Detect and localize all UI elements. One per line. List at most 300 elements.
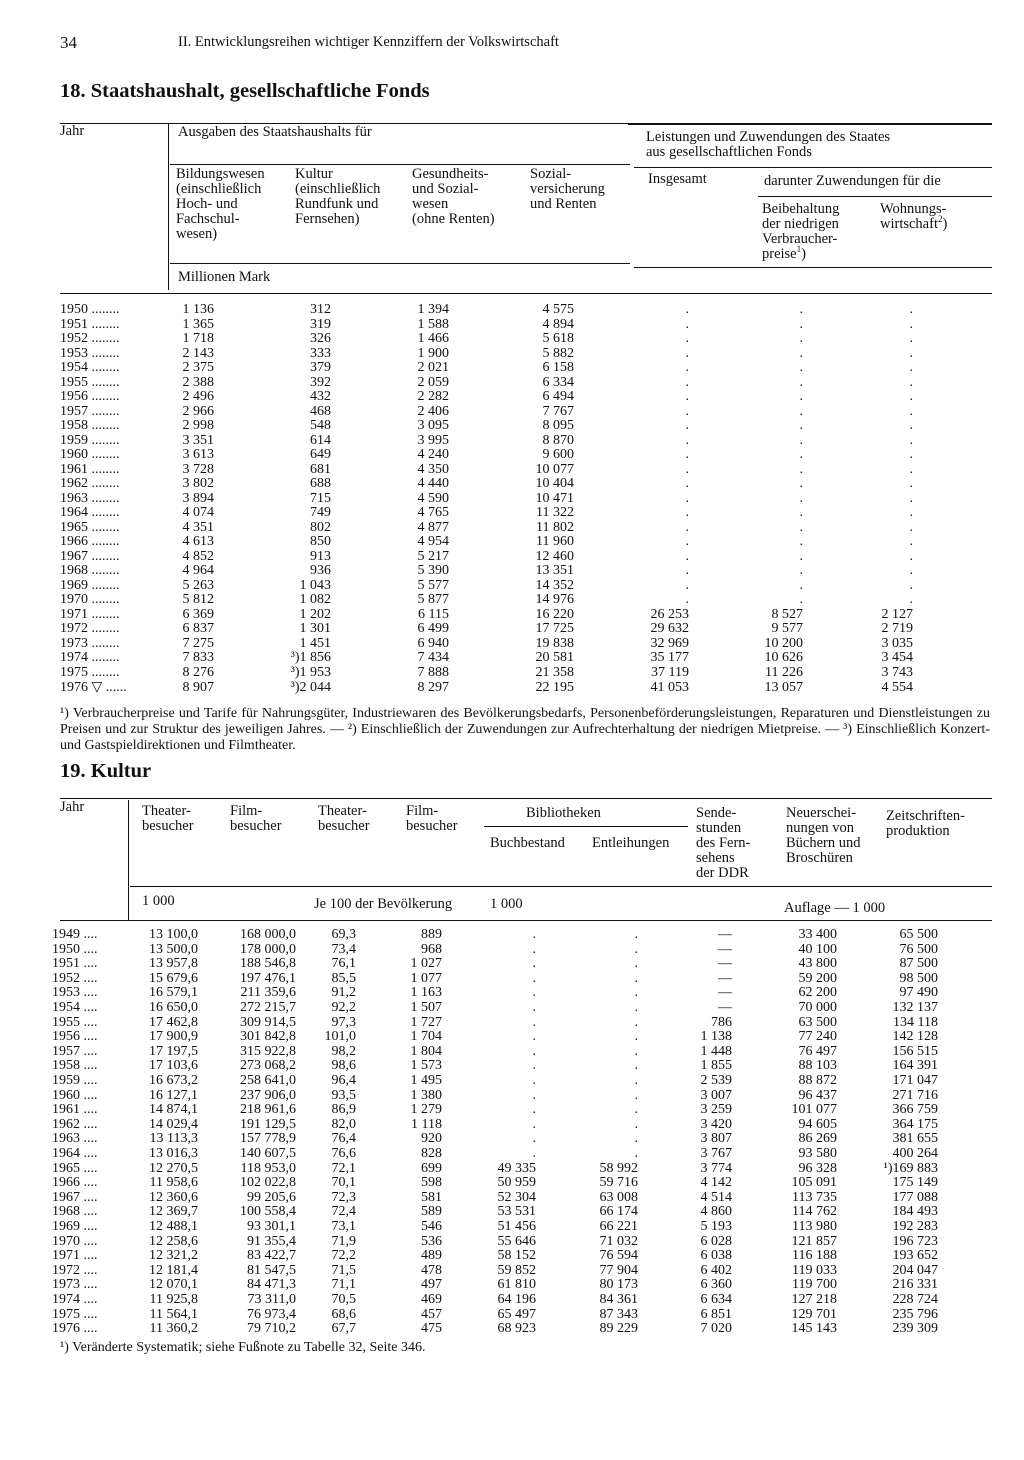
- row-year: 1965 ........: [60, 519, 120, 535]
- table-cell: 65 497: [497, 1306, 536, 1322]
- table-cell: 72,2: [331, 1248, 356, 1264]
- table-cell: 2 282: [417, 389, 449, 405]
- t19-col-entleihungen: Entleihungen: [592, 835, 670, 851]
- table-cell: 1 202: [299, 606, 331, 622]
- table-cell: 73,4: [331, 941, 356, 957]
- table-cell: 4 142: [700, 1175, 732, 1191]
- table-cell: 1 365: [182, 316, 214, 332]
- table-cell: 3 995: [417, 432, 449, 448]
- table-cell: .: [634, 970, 638, 986]
- table-cell: .: [909, 447, 913, 463]
- table-cell: 239 309: [892, 1321, 938, 1337]
- row-year: 1968 ....: [52, 1204, 98, 1220]
- table-cell: 6 158: [542, 360, 574, 376]
- table-cell: 2 143: [182, 345, 214, 361]
- table-cell: .: [685, 461, 689, 477]
- table-cell: .: [685, 374, 689, 390]
- table-cell: 81 547,5: [247, 1262, 296, 1278]
- table-cell: —: [718, 970, 732, 986]
- table-cell: 2 406: [417, 403, 449, 419]
- row-year: 1973 ....: [52, 1277, 98, 1293]
- table-cell: .: [685, 316, 689, 332]
- row-year: 1954 ....: [52, 1000, 98, 1015]
- table-cell: 86,9: [331, 1102, 356, 1118]
- table-cell: 88 103: [798, 1058, 837, 1074]
- table-cell: 16 650,0: [149, 1000, 198, 1015]
- table-cell: 11 925,8: [149, 1292, 198, 1307]
- table-cell: 548: [310, 418, 331, 434]
- table-cell: 91,2: [331, 985, 356, 1001]
- table-cell: 4 350: [417, 461, 449, 477]
- table-cell: 6 851: [700, 1306, 732, 1322]
- t19-group-bibliotheken: Bibliotheken: [526, 805, 601, 821]
- table-cell: 98,2: [331, 1043, 356, 1059]
- table-cell: .: [532, 1131, 536, 1147]
- table-cell: 14 874,1: [149, 1102, 198, 1118]
- t18-col-gesundheit: Gesundheits- und Sozial- wesen (ohne Renten): [412, 166, 495, 227]
- table-cell: 589: [421, 1204, 442, 1220]
- table-cell: .: [799, 534, 803, 550]
- table-cell: 96 328: [798, 1160, 837, 1176]
- table-cell: 614: [310, 432, 331, 448]
- row-year: 1974 ........: [60, 650, 120, 666]
- table-cell: 76,4: [331, 1131, 356, 1147]
- table-cell: 12 270,5: [149, 1160, 198, 1176]
- table-cell: 177 088: [892, 1189, 938, 1205]
- table-cell: .: [685, 302, 689, 317]
- table-cell: 7 767: [542, 403, 574, 419]
- table-cell: 11 802: [536, 519, 574, 535]
- table-cell: 85,5: [331, 970, 356, 986]
- t18-col-kultur: Kultur (einschließlich Rundfunk und Fernsehen): [295, 166, 381, 227]
- t19-col-film1: Film- besucher: [230, 803, 282, 834]
- table-cell: 14 029,4: [149, 1116, 198, 1132]
- row-year: 1975 ....: [52, 1306, 98, 1322]
- table-cell: 1 900: [417, 345, 449, 361]
- table-cell: .: [799, 302, 803, 317]
- row-year: 1966 ....: [52, 1175, 98, 1191]
- table-cell: .: [685, 505, 689, 521]
- table-cell: .: [799, 548, 803, 564]
- table-cell: 3 807: [700, 1131, 732, 1147]
- table-cell: 79 710,2: [247, 1321, 296, 1337]
- table-cell: 145 143: [791, 1321, 837, 1337]
- table-cell: 469: [421, 1292, 442, 1307]
- t18-unit: Millionen Mark: [178, 269, 271, 285]
- table-cell: 6 028: [700, 1233, 732, 1249]
- table-cell: .: [532, 927, 536, 942]
- table-cell: 3 420: [700, 1116, 732, 1132]
- table-cell: 87 500: [899, 956, 938, 972]
- row-year: 1972 ........: [60, 621, 120, 637]
- row-year: 1956 ....: [52, 1029, 98, 1045]
- t19-col-film2: Film- besucher: [406, 803, 458, 834]
- row-year: 1957 ....: [52, 1043, 98, 1059]
- table-cell: .: [634, 941, 638, 957]
- table-cell: 71 032: [599, 1233, 638, 1249]
- table-cell: .: [909, 418, 913, 434]
- table-cell: 99 205,6: [247, 1189, 296, 1205]
- table-cell: 193 652: [892, 1248, 938, 1264]
- table-cell: 13 113,3: [149, 1131, 198, 1147]
- table-cell: 86 269: [798, 1131, 837, 1147]
- row-year: 1952 ........: [60, 331, 120, 347]
- table-cell: .: [799, 345, 803, 361]
- table-cell: 13 100,0: [149, 927, 198, 942]
- table-cell: 66 221: [599, 1219, 638, 1234]
- row-year: 1968 ........: [60, 563, 120, 579]
- row-year: 1970 ....: [52, 1233, 98, 1249]
- table-cell: 13 351: [535, 563, 574, 579]
- table-cell: 5 882: [542, 345, 574, 361]
- table-cell: .: [909, 360, 913, 376]
- table-cell: .: [634, 1146, 638, 1161]
- table-cell: 17 900,9: [149, 1029, 198, 1045]
- table-cell: 69,3: [331, 927, 356, 942]
- row-year: 1958 ........: [60, 418, 120, 434]
- table-cell: 11 226: [765, 665, 803, 680]
- table-cell: 3 743: [881, 665, 913, 680]
- t18-group-ausgaben: Ausgaben des Staatshaushalts für: [178, 124, 372, 140]
- table-cell: 715: [310, 490, 331, 506]
- table-cell: 33 400: [798, 927, 837, 942]
- table-cell: 93 580: [798, 1146, 837, 1161]
- table-cell: 100 558,4: [240, 1204, 296, 1220]
- table-cell: .: [799, 316, 803, 332]
- row-year: 1960 ....: [52, 1087, 98, 1103]
- table-cell: 84 361: [599, 1292, 638, 1307]
- table-cell: 70,5: [331, 1292, 356, 1307]
- table-cell: 309 914,5: [240, 1014, 296, 1030]
- row-year: 1969 ........: [60, 577, 120, 593]
- table-cell: .: [685, 360, 689, 376]
- table-cell: 10 471: [535, 490, 574, 506]
- table-cell: 400 264: [892, 1146, 938, 1161]
- table-cell: .: [799, 461, 803, 477]
- table-cell: 76 497: [798, 1043, 837, 1059]
- table-cell: 40 100: [798, 941, 837, 957]
- row-year: 1953 ........: [60, 345, 120, 361]
- table-cell: 93,5: [331, 1087, 356, 1103]
- table-cell: 65 500: [899, 927, 938, 942]
- table-cell: 1 138: [700, 1029, 732, 1045]
- table-cell: 64 196: [497, 1292, 536, 1307]
- table-cell: 142 128: [892, 1029, 938, 1045]
- table-cell: 4 877: [417, 519, 449, 535]
- table-cell: 1 466: [417, 331, 449, 347]
- table-cell: 6 402: [700, 1262, 732, 1278]
- table-cell: 12 488,1: [149, 1219, 198, 1234]
- table-cell: 94 605: [798, 1116, 837, 1132]
- table-cell: .: [532, 1043, 536, 1059]
- t18-col-year: Jahr: [60, 123, 85, 139]
- t19-col-buchbestand: Buchbestand: [490, 835, 565, 851]
- table-cell: .: [909, 432, 913, 448]
- t19-unit-je100: Je 100 der Bevölkerung: [314, 896, 453, 912]
- table-cell: 121 857: [791, 1233, 837, 1249]
- row-year: 1971 ........: [60, 606, 120, 622]
- table-cell: 1 136: [182, 302, 214, 317]
- t19-footnote: ¹) Veränderte Systematik; siehe Fußnote zu Tabelle 32, Seite 346.: [60, 1340, 426, 1355]
- table-cell: 171 047: [892, 1073, 938, 1088]
- table-cell: 11 322: [536, 505, 574, 521]
- table-cell: 140 607,5: [240, 1146, 296, 1161]
- table-cell: 73,1: [331, 1219, 356, 1234]
- table-cell: 4 575: [542, 302, 574, 317]
- t18-col-wohnung: Wohnungs- wirtschaft$^2$): [880, 201, 948, 232]
- table-cell: .: [685, 490, 689, 506]
- t18-col-insgesamt: Insgesamt: [648, 171, 707, 187]
- table-cell: 87 343: [599, 1306, 638, 1322]
- t19-bibliotheken-rule: [484, 826, 688, 827]
- table-cell: .: [634, 1131, 638, 1147]
- table-cell: 5 217: [417, 548, 449, 564]
- table-cell: .: [685, 519, 689, 535]
- table-cell: 4 852: [182, 548, 214, 564]
- table-cell: 4 240: [417, 447, 449, 463]
- table-cell: .: [909, 476, 913, 492]
- table-cell: 4 440: [417, 476, 449, 492]
- row-year: 1963 ....: [52, 1131, 98, 1147]
- t18-col-sozial: Sozial- versicherung und Renten: [530, 166, 605, 212]
- t18-ausgaben-rule: [170, 164, 630, 165]
- table-cell: .: [909, 374, 913, 390]
- table-cell: 475: [421, 1321, 442, 1337]
- row-year: 1967 ....: [52, 1189, 98, 1205]
- table-cell: 197 476,1: [240, 970, 296, 986]
- table-cell: 536: [421, 1233, 442, 1249]
- table-cell: 119 033: [792, 1262, 837, 1278]
- table-cell: .: [634, 1000, 638, 1015]
- table-cell: ¹)169 883: [883, 1160, 938, 1176]
- table-cell: 21 358: [535, 665, 574, 680]
- table-cell: 379: [310, 360, 331, 376]
- table-cell: 49 335: [497, 1160, 536, 1176]
- table-cell: 5 263: [182, 577, 214, 593]
- table-cell: 4 860: [700, 1204, 732, 1220]
- table-cell: 13 016,3: [149, 1146, 198, 1161]
- table-cell: 14 352: [535, 577, 574, 593]
- table-cell: 82,0: [331, 1116, 356, 1132]
- table-cell: 63 500: [798, 1014, 837, 1030]
- page-number: 34: [60, 33, 77, 52]
- table-cell: 105 091: [791, 1175, 837, 1191]
- table-cell: .: [685, 548, 689, 564]
- table-cell: 5 390: [417, 563, 449, 579]
- table-cell: .: [909, 534, 913, 550]
- table-cell: 59 852: [497, 1262, 536, 1278]
- table-cell: .: [799, 592, 803, 608]
- table-cell: 802: [310, 519, 331, 535]
- table-cell: 156 515: [892, 1043, 938, 1059]
- table-cell: 8 095: [542, 418, 574, 434]
- t18-sub-darunter: darunter Zuwendungen für die: [764, 173, 941, 189]
- row-year: 1969 ....: [52, 1219, 98, 1234]
- table-cell: .: [799, 447, 803, 463]
- table-cell: 118 953,0: [240, 1160, 296, 1176]
- table-cell: 211 359,6: [240, 985, 296, 1001]
- row-year: 1956 ........: [60, 389, 120, 405]
- table-cell: 786: [711, 1014, 732, 1030]
- table-cell: 35 177: [650, 650, 689, 666]
- table-cell: 326: [310, 331, 331, 347]
- table-cell: 3 351: [182, 432, 214, 448]
- table-cell: 71,9: [331, 1233, 356, 1249]
- table-cell: 76 500: [899, 941, 938, 957]
- table-cell: .: [909, 519, 913, 535]
- table-cell: 72,4: [331, 1204, 356, 1220]
- table-cell: .: [799, 331, 803, 347]
- table-cell: 204 047: [892, 1262, 938, 1278]
- table-cell: 457: [421, 1306, 442, 1322]
- row-year: 1955 ....: [52, 1014, 98, 1030]
- table-cell: 581: [421, 1189, 442, 1205]
- table-cell: 14 976: [535, 592, 574, 608]
- table-cell: 17 462,8: [149, 1014, 198, 1030]
- table-cell: 10 077: [535, 461, 574, 477]
- table-cell: 889: [421, 927, 442, 942]
- table-cell: 5 193: [700, 1219, 732, 1234]
- table-18-title: 18. Staatshaushalt, gesellschaftliche Fonds: [60, 80, 430, 102]
- table-cell: 9 577: [771, 621, 803, 637]
- table-cell: .: [634, 1102, 638, 1118]
- table-cell: 192 283: [892, 1219, 938, 1234]
- table-cell: —: [718, 941, 732, 957]
- table-cell: 1 727: [410, 1014, 442, 1030]
- table-cell: .: [634, 1073, 638, 1088]
- table-cell: 1 804: [410, 1043, 442, 1059]
- table-cell: 15 679,6: [149, 970, 198, 986]
- table-cell: 59 716: [599, 1175, 638, 1191]
- table-cell: .: [909, 331, 913, 347]
- table-cell: 11 564,1: [149, 1306, 198, 1322]
- table-cell: 8 297: [417, 679, 449, 695]
- t18-footnote: ¹) Verbraucherpreise und Tarife für Nahrungsgüter, Industriewaren des Bevölkerungsbedarfs, Personenbeförderungsleistungen, Reparaturen und Dienstleistungen zu Preisen und zur Struktur des jeweiligen Jahres. — ²) Einschließlich der Zuwendungen zur Aufrechterhaltung der niedrigen Mietpreise. — ³) Einschließlich Konzert- und Gastspieldirektionen und Filmtheater.: [60, 706, 990, 753]
- table-cell: 66 174: [599, 1204, 638, 1220]
- t18-unit-top-rule: [170, 263, 630, 264]
- table-cell: 11 958,6: [149, 1175, 198, 1191]
- t19-unit-top-rule: [130, 886, 992, 887]
- table-cell: .: [685, 345, 689, 361]
- table-cell: ³)2 044: [290, 679, 331, 695]
- table-cell: .: [634, 1014, 638, 1030]
- table-cell: 3 454: [881, 650, 913, 666]
- table-cell: .: [532, 970, 536, 986]
- table-cell: .: [532, 1014, 536, 1030]
- table-cell: 58 992: [599, 1160, 638, 1176]
- table-cell: 6 369: [182, 606, 214, 622]
- table-cell: 114 762: [792, 1204, 837, 1220]
- table-cell: 67,7: [331, 1321, 356, 1337]
- row-year: 1970 ........: [60, 592, 120, 608]
- table-cell: .: [634, 1058, 638, 1074]
- table-cell: 12 460: [535, 548, 574, 564]
- table-cell: 41 053: [650, 679, 689, 695]
- t18-group-leistungen: Leistungen und Zuwendungen des Staates aus gesellschaftlichen Fonds: [646, 129, 891, 160]
- row-year: 1954 ........: [60, 360, 120, 376]
- t18-year-divider: [168, 124, 169, 290]
- row-year: 1971 ....: [52, 1248, 98, 1264]
- table-cell: ³)1 856: [290, 650, 331, 666]
- table-cell: 2 375: [182, 360, 214, 376]
- table-cell: 6 115: [418, 606, 449, 622]
- table-cell: .: [634, 1043, 638, 1059]
- row-year: 1962 ....: [52, 1116, 98, 1132]
- table-cell: 7 833: [182, 650, 214, 666]
- table-cell: 12 321,2: [149, 1248, 198, 1264]
- table-cell: 168 000,0: [240, 927, 296, 942]
- table-cell: 77 904: [599, 1262, 638, 1278]
- t19-unit-1000: 1 000: [142, 893, 175, 909]
- row-year: 1972 ....: [52, 1262, 98, 1278]
- table-cell: 392: [310, 374, 331, 390]
- row-year: 1964 ........: [60, 505, 120, 521]
- table-cell: 688: [310, 476, 331, 492]
- table-cell: 1 495: [410, 1073, 442, 1088]
- table-cell: 76,6: [331, 1146, 356, 1161]
- table-cell: .: [799, 563, 803, 579]
- table-cell: 3 035: [881, 635, 913, 651]
- table-cell: ³)1 953: [290, 665, 331, 680]
- table-cell: 3 007: [700, 1087, 732, 1103]
- table-cell: 6 360: [700, 1277, 732, 1293]
- table-cell: 52 304: [497, 1189, 536, 1205]
- table-cell: 134 118: [893, 1014, 938, 1030]
- table-cell: 546: [421, 1219, 442, 1234]
- table-cell: 8 907: [182, 679, 214, 695]
- row-year: 1957 ........: [60, 403, 120, 419]
- table-cell: 129 701: [791, 1306, 837, 1322]
- table-cell: .: [799, 432, 803, 448]
- table-cell: .: [799, 418, 803, 434]
- table-cell: 96 437: [798, 1087, 837, 1103]
- t19-body-rule: [60, 920, 992, 921]
- table-cell: .: [909, 302, 913, 317]
- table-cell: 55 646: [497, 1233, 536, 1249]
- table-cell: .: [634, 927, 638, 942]
- row-year: 1964 ....: [52, 1146, 98, 1161]
- table-cell: .: [532, 1102, 536, 1118]
- table-cell: 1 043: [299, 577, 331, 593]
- t18-leistungen-sub-rule: [634, 167, 992, 168]
- table-cell: .: [532, 1073, 536, 1088]
- t19-unit-1000b: 1 000: [490, 896, 523, 912]
- table-cell: 88 872: [798, 1073, 837, 1088]
- table-cell: 5 812: [182, 592, 214, 608]
- table-cell: 91 355,4: [247, 1233, 296, 1249]
- table-cell: 920: [421, 1131, 442, 1147]
- t18-leistungen-rule: [628, 124, 992, 125]
- table-cell: 68,6: [331, 1306, 356, 1322]
- table-cell: 4 964: [182, 563, 214, 579]
- row-year: 1961 ....: [52, 1102, 98, 1118]
- table-cell: 50 959: [497, 1175, 536, 1191]
- table-cell: 80 173: [599, 1277, 638, 1293]
- row-year: 1951 ....: [52, 956, 98, 972]
- row-year: 1976 ▽ ......: [60, 679, 127, 695]
- table-cell: 77 240: [798, 1029, 837, 1045]
- table-cell: 749: [310, 505, 331, 521]
- table-cell: 235 796: [892, 1306, 938, 1322]
- row-year: 1951 ........: [60, 316, 120, 332]
- table-cell: 5 618: [542, 331, 574, 347]
- table-cell: 228 724: [892, 1292, 938, 1307]
- table-cell: 1 394: [417, 302, 449, 317]
- table-cell: 12 258,6: [149, 1233, 198, 1249]
- table-cell: 4 765: [417, 505, 449, 521]
- table-cell: 1 027: [410, 956, 442, 972]
- row-year: 1955 ........: [60, 374, 120, 390]
